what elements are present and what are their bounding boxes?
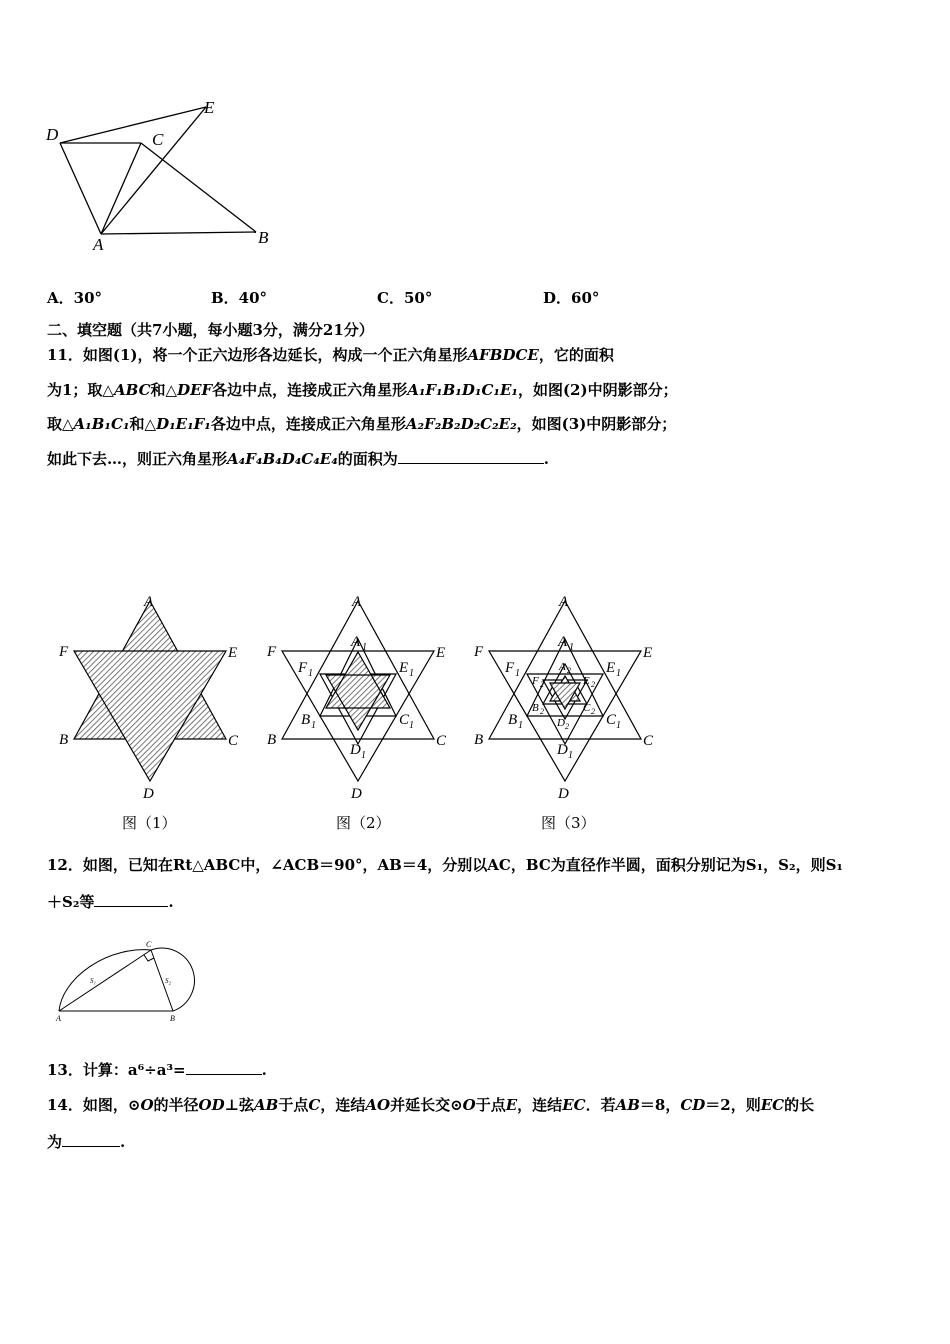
label-B: B (258, 228, 269, 247)
right-angle-mark (144, 955, 154, 961)
segment-CB (141, 143, 256, 232)
star2-label-A1: A (351, 634, 361, 650)
svg-text:1: 1 (362, 642, 367, 653)
star3-label-C2: C (583, 702, 591, 714)
star1-label-B: B (59, 732, 69, 748)
star1-label-C: C (228, 733, 239, 749)
svg-text:1: 1 (616, 668, 621, 679)
segment-AB (101, 232, 256, 234)
caption-figure-3: 图（3） (541, 814, 596, 832)
q11-line4: 如此下去…，则正六角星形A₄F₄B₄D₄C₄E₄的面积为 . (47, 450, 550, 468)
semi-label-S1: S₁ (90, 977, 96, 985)
star3-label-B2: B (532, 702, 539, 714)
star2-label-F: F (267, 644, 277, 660)
q14-line1: 14．如图，⊙O的半径OD⊥弦AB于点C，连结AO并延长交⊙O于点E，连结EC．若AB＝8，CD＝2，则EC的长 (47, 1096, 815, 1114)
star2-label-E1: E (399, 660, 409, 676)
svg-text:1: 1 (515, 668, 520, 679)
label-D: D (46, 125, 59, 144)
segment-AC (59, 950, 151, 1011)
star3-label-A: A (559, 594, 569, 610)
star3-label-A1: A (558, 634, 568, 650)
star3-label-A2: A (559, 661, 566, 673)
q11-line2: 为1；取△ABC和△DEF各边中点，连接成正六角星形A₁F₁B₁D₁C₁E₁，如图(2)中阴影部分； (47, 381, 678, 399)
svg-text:1: 1 (518, 720, 523, 731)
star2-label-F1: F (298, 660, 308, 676)
answer-blank-q12 (94, 892, 168, 907)
semi-label-B: B (170, 1014, 175, 1023)
star3-label-C1: C (606, 712, 617, 728)
star3-label-B: B (474, 732, 484, 748)
option-a: A．30° (47, 289, 103, 307)
star3-label-D2: D (557, 717, 565, 729)
star2-label-A: A (352, 594, 362, 610)
svg-text:1: 1 (409, 668, 414, 679)
star3-label-D1: D (557, 742, 568, 758)
q11-line1: 11．如图(1)，将一个正六边形各边延长，构成一个正六角星形AFBDCE，它的面积 (47, 346, 614, 364)
semi-label-A: A (56, 1014, 61, 1023)
semi-label-S2: S₂ (165, 977, 171, 985)
svg-text:1: 1 (361, 750, 366, 761)
label-C: C (152, 130, 164, 149)
answer-blank-q11 (398, 449, 544, 464)
segment-DE (60, 107, 206, 143)
star2-label-B1: B (301, 712, 311, 728)
star3-label-B1: B (508, 712, 518, 728)
semicircle-figure (45, 928, 215, 1028)
svg-text:2: 2 (565, 722, 569, 731)
q13-line: 13．计算：a⁶÷a³= . (47, 1061, 267, 1079)
star-figure-1 (58, 594, 239, 802)
star3-label-D: D (558, 786, 569, 802)
segment-AE (101, 107, 206, 234)
svg-text:1: 1 (569, 642, 574, 653)
star1-label-A: A (144, 594, 154, 610)
svg-text:2: 2 (567, 666, 571, 675)
star3-label-F2: F (532, 675, 539, 687)
star1-label-F: F (59, 644, 69, 660)
star2-label-C: C (436, 733, 447, 749)
svg-text:1: 1 (616, 720, 621, 731)
svg-text:1: 1 (568, 750, 573, 761)
star2-label-D1: D (350, 742, 361, 758)
caption-figure-1: 图（1） (122, 814, 177, 832)
star2-label-B: B (267, 732, 277, 748)
star3-label-E: E (643, 645, 653, 661)
star1-label-D: D (143, 786, 154, 802)
answer-blank-q14 (62, 1132, 120, 1147)
svg-text:1: 1 (311, 720, 316, 731)
geometry-figure-top (40, 95, 280, 255)
svg-text:2: 2 (540, 707, 544, 716)
svg-text:2: 2 (591, 680, 595, 689)
star-figures (40, 580, 680, 840)
option-c: C．50° (377, 289, 433, 307)
semi-label-C: C (146, 940, 152, 949)
star3-label-F: F (474, 644, 484, 660)
star2-label-D: D (351, 786, 362, 802)
svg-text:2: 2 (591, 707, 595, 716)
star2-label-C1: C (399, 712, 410, 728)
label-E: E (204, 98, 215, 117)
star3-label-C: C (643, 733, 654, 749)
svg-text:2: 2 (540, 680, 544, 689)
star1-label-E: E (228, 645, 238, 661)
star3-label-F1: F (505, 660, 515, 676)
segment-CA (101, 143, 141, 234)
section-heading: 二、填空题（共7小题，每小题3分，满分21分） (47, 321, 374, 339)
option-b: B．40° (211, 289, 268, 307)
q12-line1: 12．如图，已知在Rt△ABC中，∠ACB＝90°，AB＝4，分别以AC，BC为直径作半圆，面积分别记为S₁，S₂，则S₁ (47, 856, 843, 874)
star3-label-E2: E (583, 675, 590, 687)
answer-blank-q13 (186, 1060, 262, 1075)
segment-DA (60, 143, 101, 234)
star2-label-E: E (436, 645, 446, 661)
q12-line2: ＋S₂等 . (47, 893, 174, 911)
caption-figure-2: 图（2） (336, 814, 391, 832)
semicircle-BC (151, 948, 194, 1011)
q11-line3: 取△A₁B₁C₁和△D₁E₁F₁各边中点，连接成正六角星形A₂F₂B₂D₂C₂E₂，如图(3)中阴影部分； (47, 415, 677, 433)
label-A: A (93, 235, 104, 254)
option-d: D．60° (543, 289, 600, 307)
q14-line2: 为 . (47, 1133, 126, 1151)
star3-label-E1: E (606, 660, 616, 676)
svg-text:1: 1 (308, 668, 313, 679)
svg-text:1: 1 (409, 720, 414, 731)
